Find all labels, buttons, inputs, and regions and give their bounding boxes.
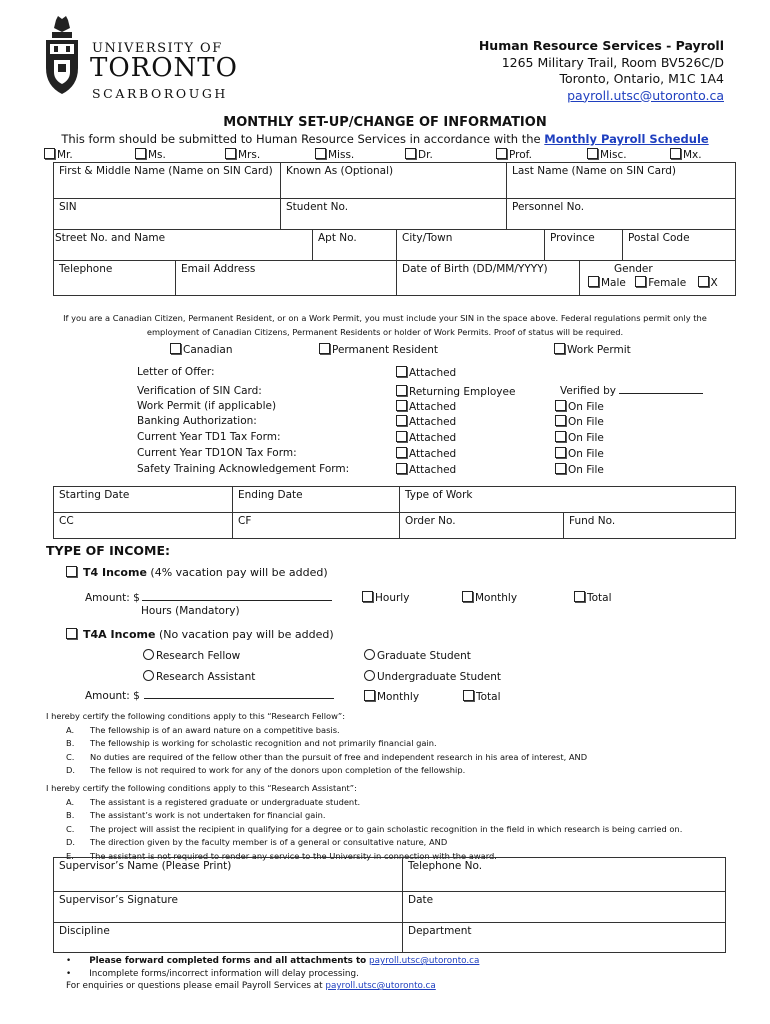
footer-bullet-2: • Incomplete forms/incorrect information will delay processing. <box>66 968 359 979</box>
contact-table <box>53 260 736 296</box>
checkbox[interactable] <box>554 343 565 354</box>
checkbox[interactable] <box>555 400 566 411</box>
address-table <box>53 229 736 261</box>
email-field[interactable]: Email Address <box>176 261 397 296</box>
td1-on-file[interactable]: On File <box>555 431 604 444</box>
footer-notes <box>66 955 479 993</box>
supervisor-phone-field[interactable]: Telephone No. <box>403 858 726 892</box>
supervisor-date-field[interactable]: Date <box>403 892 726 923</box>
banking-on-file[interactable]: On File <box>555 415 604 428</box>
work-permit-attached[interactable]: Attached <box>396 400 456 413</box>
checkbox[interactable] <box>135 148 146 159</box>
subtitle-text: This form should be submitted to Human Resource Services in accordance with the <box>61 132 541 146</box>
starting-date-field[interactable]: Starting Date <box>54 487 233 513</box>
t4-amount-line[interactable] <box>142 600 332 601</box>
status-work-permit[interactable]: Work Permit <box>554 343 631 356</box>
fund-no-field[interactable]: Fund No. <box>564 513 736 539</box>
checkbox[interactable] <box>574 591 585 602</box>
checkbox[interactable] <box>555 415 566 426</box>
checkbox[interactable] <box>66 628 77 639</box>
t4a-amount-line[interactable] <box>144 698 334 699</box>
checkbox[interactable] <box>319 343 330 354</box>
cf-field[interactable]: CF <box>233 513 400 539</box>
checkbox[interactable] <box>555 463 566 474</box>
student-no-field[interactable]: Student No. <box>281 199 507 230</box>
radio[interactable] <box>364 649 375 660</box>
doc-letter-label: Letter of Offer: <box>137 366 215 378</box>
checkbox[interactable] <box>225 148 236 159</box>
header-address <box>479 38 724 104</box>
status-canadian[interactable]: Canadian <box>170 343 233 356</box>
checkbox[interactable] <box>396 447 407 458</box>
t4-hourly-option[interactable]: Hourly <box>362 591 409 604</box>
gender-female-option[interactable]: Female <box>635 277 686 289</box>
supervisor-table <box>53 857 726 953</box>
gender-x-option[interactable]: X <box>698 277 718 289</box>
checkbox[interactable] <box>396 385 407 396</box>
assistant-intro: I hereby certify the following conditions apply to this “Research Assistant”: <box>46 783 357 793</box>
type-of-work-field[interactable]: Type of Work <box>400 487 736 513</box>
form-subtitle <box>0 132 770 146</box>
first-name-field[interactable]: First & Middle Name (Name on SIN Card) <box>54 163 281 199</box>
radio[interactable] <box>143 670 154 681</box>
checkbox[interactable] <box>315 148 326 159</box>
checkbox[interactable] <box>66 566 77 577</box>
letter-attached[interactable]: Attached <box>396 366 456 379</box>
footer-bullet-1: • Please forward completed forms and all attachments to payroll.utsc@utoronto.ca <box>66 956 480 966</box>
checkbox[interactable] <box>405 148 416 159</box>
t4-monthly-option[interactable]: Monthly <box>462 591 517 604</box>
radio[interactable] <box>143 649 154 660</box>
province-field[interactable]: Province <box>545 230 623 261</box>
research-fellow-option[interactable]: Research Fellow <box>143 649 240 662</box>
td1on-attached[interactable]: Attached <box>396 447 456 460</box>
payroll-schedule-link[interactable]: Monthly Payroll Schedule <box>544 132 709 146</box>
t4a-amount[interactable]: Amount: $ <box>85 690 334 702</box>
t4-income-option[interactable]: T4 Income (4% vacation pay will be added) <box>66 566 328 579</box>
department-field[interactable]: Department <box>403 923 726 953</box>
salutation-mrs[interactable]: Mrs. <box>225 148 260 161</box>
address-line-1: 1265 Military Trail, Room BV526C/D <box>501 54 724 70</box>
verified-by-line[interactable] <box>619 393 703 394</box>
research-fellow-conditions: I hereby certify the following conditions apply to this “Research Fellow”: A. The fellowship is of an award nature on a competitive basis. B. The fellowship is working for scholastic recognition and not primarily financial gain. C. No duties are required of the fellow other than the pursuit of free and independent research in his area of interest, AND D. The fellow is not required to work for any of the donors upon completion of the fellowship. <box>46 710 746 778</box>
supervisor-name-field[interactable]: Supervisor’s Name (Please Print) <box>54 858 403 892</box>
td1on-on-file[interactable]: On File <box>555 447 604 460</box>
supervisor-signature-field[interactable]: Supervisor’s Signature <box>54 892 403 923</box>
doc-safety-label: Safety Training Acknowledgement Form: <box>137 463 350 475</box>
footer-enquiries: For enquiries or questions please email Payroll Services at payroll.utsc@utoronto.ca <box>66 981 436 991</box>
salutation-ms[interactable]: Ms. <box>135 148 166 161</box>
employment-table <box>53 486 736 539</box>
salutation-mx[interactable]: Mx. <box>670 148 702 161</box>
t4a-monthly-option[interactable]: Monthly <box>364 690 419 703</box>
doc-td1on-label: Current Year TD1ON Tax Form: <box>137 447 297 459</box>
checkbox[interactable] <box>364 690 375 701</box>
doc-td1-label: Current Year TD1 Tax Form: <box>137 431 281 443</box>
checkbox[interactable] <box>555 447 566 458</box>
t4a-income-option[interactable]: T4A Income (No vacation pay will be added) <box>66 628 334 641</box>
header-email-link[interactable]: payroll.utsc@utoronto.ca <box>567 87 724 103</box>
checkbox[interactable] <box>362 591 373 602</box>
university-crest-logo <box>44 16 80 96</box>
banking-attached[interactable]: Attached <box>396 415 456 428</box>
work-permit-on-file[interactable]: On File <box>555 400 604 413</box>
sin-field[interactable]: SIN <box>54 199 281 230</box>
checkbox[interactable] <box>44 148 55 159</box>
personnel-no-field[interactable]: Personnel No. <box>507 199 736 230</box>
checkbox[interactable] <box>396 415 407 426</box>
checkbox[interactable] <box>635 276 646 287</box>
discipline-field[interactable]: Discipline <box>54 923 403 953</box>
city-field[interactable]: City/Town <box>397 230 545 261</box>
salutation-misc[interactable]: Misc. <box>587 148 627 161</box>
checkbox[interactable] <box>698 276 709 287</box>
ending-date-field[interactable]: Ending Date <box>233 487 400 513</box>
logo-toronto: TORONTO <box>90 53 238 83</box>
last-name-field[interactable]: Last Name (Name on SIN Card) <box>507 163 736 199</box>
checkbox[interactable] <box>396 431 407 442</box>
checkbox[interactable] <box>588 276 599 287</box>
t4a-total-option[interactable]: Total <box>463 690 501 703</box>
footer-email-link-2[interactable]: payroll.utsc@utoronto.ca <box>325 981 436 991</box>
gender-field <box>580 261 736 296</box>
checkbox[interactable] <box>555 431 566 442</box>
salutation-prof[interactable]: Prof. <box>496 148 532 161</box>
verified-by[interactable]: Verified by <box>560 385 703 397</box>
form-title: MONTHLY SET-UP/CHANGE OF INFORMATION <box>223 115 547 130</box>
t4-amount[interactable]: Amount: $ <box>85 592 332 604</box>
gender-male-option[interactable]: Male <box>588 277 626 289</box>
order-no-field[interactable]: Order No. <box>400 513 564 539</box>
gender-label: Gender <box>614 263 653 275</box>
checkbox[interactable] <box>396 366 407 377</box>
doc-banking-label: Banking Authorization: <box>137 415 257 427</box>
checkbox[interactable] <box>670 148 681 159</box>
salutation-row <box>44 148 744 162</box>
safety-attached[interactable]: Attached <box>396 463 456 476</box>
logo-scarborough: SCARBOROUGH <box>92 86 228 101</box>
name-table <box>53 162 736 230</box>
research-assistant-conditions: I hereby certify the following conditions apply to this “Research Assistant”: A. The assistant is a registered graduate or undergraduate student. B. The assistant’s work is not undertaken for financial gain. C. The project will assist the recipient in qualifying for a degree or to gain scholastic recognition in the field in which research is being carried on. D. The direction given by the faculty member is of a general or consultative nature, AND E. The assistant is not required to render any service to the University in connection with the award. <box>46 782 746 863</box>
telephone-field[interactable]: Telephone <box>54 261 176 296</box>
research-assistant-option[interactable]: Research Assistant <box>143 670 255 683</box>
returning-employee[interactable]: Returning Employee <box>396 385 515 398</box>
checkbox[interactable] <box>170 343 181 354</box>
checkbox[interactable] <box>463 690 474 701</box>
checkbox[interactable] <box>496 148 507 159</box>
status-permanent-resident[interactable]: Permanent Resident <box>319 343 438 356</box>
logo-university-of: UNIVERSITY OF <box>92 41 223 56</box>
checkbox[interactable] <box>396 463 407 474</box>
cc-field[interactable]: CC <box>54 513 233 539</box>
department-name: Human Resource Services - Payroll <box>478 38 724 53</box>
salutation-miss[interactable]: Miss. <box>315 148 354 161</box>
known-as-field[interactable]: Known As (Optional) <box>281 163 507 199</box>
undergraduate-student-option[interactable]: Undergraduate Student <box>364 670 501 683</box>
doc-sin-label: Verification of SIN Card: <box>137 385 262 397</box>
t4-total-option[interactable]: Total <box>574 591 612 604</box>
postal-code-field[interactable]: Postal Code <box>623 230 736 261</box>
fellow-intro: I hereby certify the following conditions apply to this “Research Fellow”: <box>46 711 346 721</box>
td1-attached[interactable]: Attached <box>396 431 456 444</box>
checkbox[interactable] <box>462 591 473 602</box>
salutation-dr[interactable]: Dr. <box>405 148 433 161</box>
footer-email-link-1[interactable]: payroll.utsc@utoronto.ca <box>369 956 480 966</box>
hours-mandatory-label: Hours (Mandatory) <box>141 605 240 617</box>
salutation-mr[interactable]: Mr. <box>44 148 73 161</box>
safety-on-file[interactable]: On File <box>555 463 604 476</box>
street-field[interactable]: Street No. and Name <box>54 230 313 261</box>
dob-field[interactable]: Date of Birth (DD/MM/YYYY) <box>397 261 580 296</box>
apt-field[interactable]: Apt No. <box>313 230 397 261</box>
address-line-2: Toronto, Ontario, M1C 1A4 <box>559 71 724 86</box>
radio[interactable] <box>364 670 375 681</box>
graduate-student-option[interactable]: Graduate Student <box>364 649 471 662</box>
doc-work-permit-label: Work Permit (if applicable) <box>137 400 277 412</box>
checkbox[interactable] <box>396 400 407 411</box>
sin-notice: If you are a Canadian Citizen, Permanent Resident, or on a Work Permit, you must include your SIN in the space above. Federal regulations permit only the employment of Canadian Citizens, Permanent Residents or holder of Work Permits. Proof of status will be required. <box>63 313 707 337</box>
income-heading: TYPE OF INCOME: <box>46 543 171 558</box>
checkbox[interactable] <box>587 148 598 159</box>
